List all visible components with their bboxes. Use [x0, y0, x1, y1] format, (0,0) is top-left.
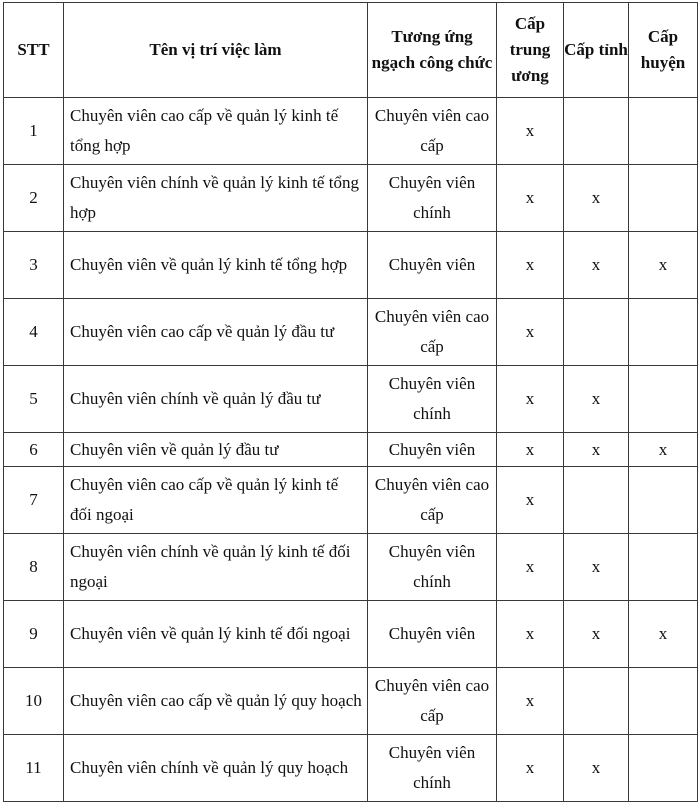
row-province-mark [564, 299, 629, 366]
row-province-mark: x [564, 534, 629, 601]
header-province: Cấp tỉnh [564, 3, 629, 98]
row-position: Chuyên viên về quản lý kinh tế tổng hợp [64, 232, 368, 299]
table-row [4, 433, 698, 467]
row-stt: 3 [4, 232, 64, 299]
row-rank: Chuyên viên chính [368, 165, 497, 232]
header-central: Cấp trung ương [497, 3, 564, 98]
row-central-mark: x [497, 98, 564, 165]
row-province-mark: x [564, 366, 629, 433]
row-central-mark: x [497, 668, 564, 735]
row-central-mark: x [497, 601, 564, 668]
row-province-mark [564, 467, 629, 534]
row-district-mark [629, 534, 698, 601]
row-rank: Chuyên viên cao cấp [368, 467, 497, 534]
row-stt: 4 [4, 299, 64, 366]
table-row [4, 98, 698, 165]
table-header-row [4, 3, 698, 98]
row-central-mark: x [497, 433, 564, 467]
row-central-mark: x [497, 165, 564, 232]
header-stt: STT [4, 3, 64, 98]
row-province-mark [564, 668, 629, 735]
row-central-mark: x [497, 232, 564, 299]
row-district-mark: x [629, 433, 698, 467]
row-stt: 6 [4, 433, 64, 467]
table-row [4, 232, 698, 299]
row-stt: 8 [4, 534, 64, 601]
header-district: Cấp huyện [629, 3, 698, 98]
row-stt: 5 [4, 366, 64, 433]
table-row [4, 668, 698, 735]
row-position: Chuyên viên về quản lý kinh tế đối ngoại [64, 601, 368, 668]
row-rank: Chuyên viên chính [368, 534, 497, 601]
job-positions-table [3, 2, 698, 802]
row-stt: 9 [4, 601, 64, 668]
table-row [4, 467, 698, 534]
row-stt: 10 [4, 668, 64, 735]
row-position: Chuyên viên cao cấp về quản lý kinh tế tổng hợp [64, 98, 368, 165]
row-rank: Chuyên viên cao cấp [368, 299, 497, 366]
table-row [4, 165, 698, 232]
row-province-mark: x [564, 232, 629, 299]
row-position: Chuyên viên chính về quản lý kinh tế đối ngoại [64, 534, 368, 601]
row-position: Chuyên viên chính về quản lý đầu tư [64, 366, 368, 433]
row-rank: Chuyên viên [368, 433, 497, 467]
row-position: Chuyên viên về quản lý đầu tư [64, 433, 368, 467]
row-position: Chuyên viên chính về quản lý kinh tế tổng hợp [64, 165, 368, 232]
row-province-mark: x [564, 433, 629, 467]
row-position: Chuyên viên cao cấp về quản lý đầu tư [64, 299, 368, 366]
row-district-mark [629, 668, 698, 735]
row-district-mark [629, 735, 698, 802]
row-province-mark: x [564, 735, 629, 802]
row-district-mark: x [629, 232, 698, 299]
header-rank: Tương ứng ngạch công chức [368, 3, 497, 98]
row-province-mark: x [564, 165, 629, 232]
table-row [4, 534, 698, 601]
table-row [4, 735, 698, 802]
row-central-mark: x [497, 366, 564, 433]
row-rank: Chuyên viên [368, 232, 497, 299]
table-row [4, 601, 698, 668]
row-district-mark [629, 467, 698, 534]
row-central-mark: x [497, 534, 564, 601]
row-rank: Chuyên viên chính [368, 366, 497, 433]
table-row [4, 299, 698, 366]
row-position: Chuyên viên cao cấp về quản lý quy hoạch [64, 668, 368, 735]
row-province-mark: x [564, 601, 629, 668]
row-district-mark [629, 366, 698, 433]
row-central-mark: x [497, 299, 564, 366]
row-stt: 2 [4, 165, 64, 232]
row-district-mark [629, 165, 698, 232]
row-central-mark: x [497, 467, 564, 534]
row-district-mark [629, 98, 698, 165]
row-rank: Chuyên viên cao cấp [368, 98, 497, 165]
row-position: Chuyên viên cao cấp về quản lý kinh tế đối ngoại [64, 467, 368, 534]
row-province-mark [564, 98, 629, 165]
row-stt: 7 [4, 467, 64, 534]
row-central-mark: x [497, 735, 564, 802]
row-district-mark: x [629, 601, 698, 668]
row-rank: Chuyên viên cao cấp [368, 668, 497, 735]
table-row [4, 366, 698, 433]
header-position: Tên vị trí việc làm [64, 3, 368, 98]
row-district-mark [629, 299, 698, 366]
row-stt: 1 [4, 98, 64, 165]
row-position: Chuyên viên chính về quản lý quy hoạch [64, 735, 368, 802]
row-rank: Chuyên viên [368, 601, 497, 668]
row-rank: Chuyên viên chính [368, 735, 497, 802]
row-stt: 11 [4, 735, 64, 802]
